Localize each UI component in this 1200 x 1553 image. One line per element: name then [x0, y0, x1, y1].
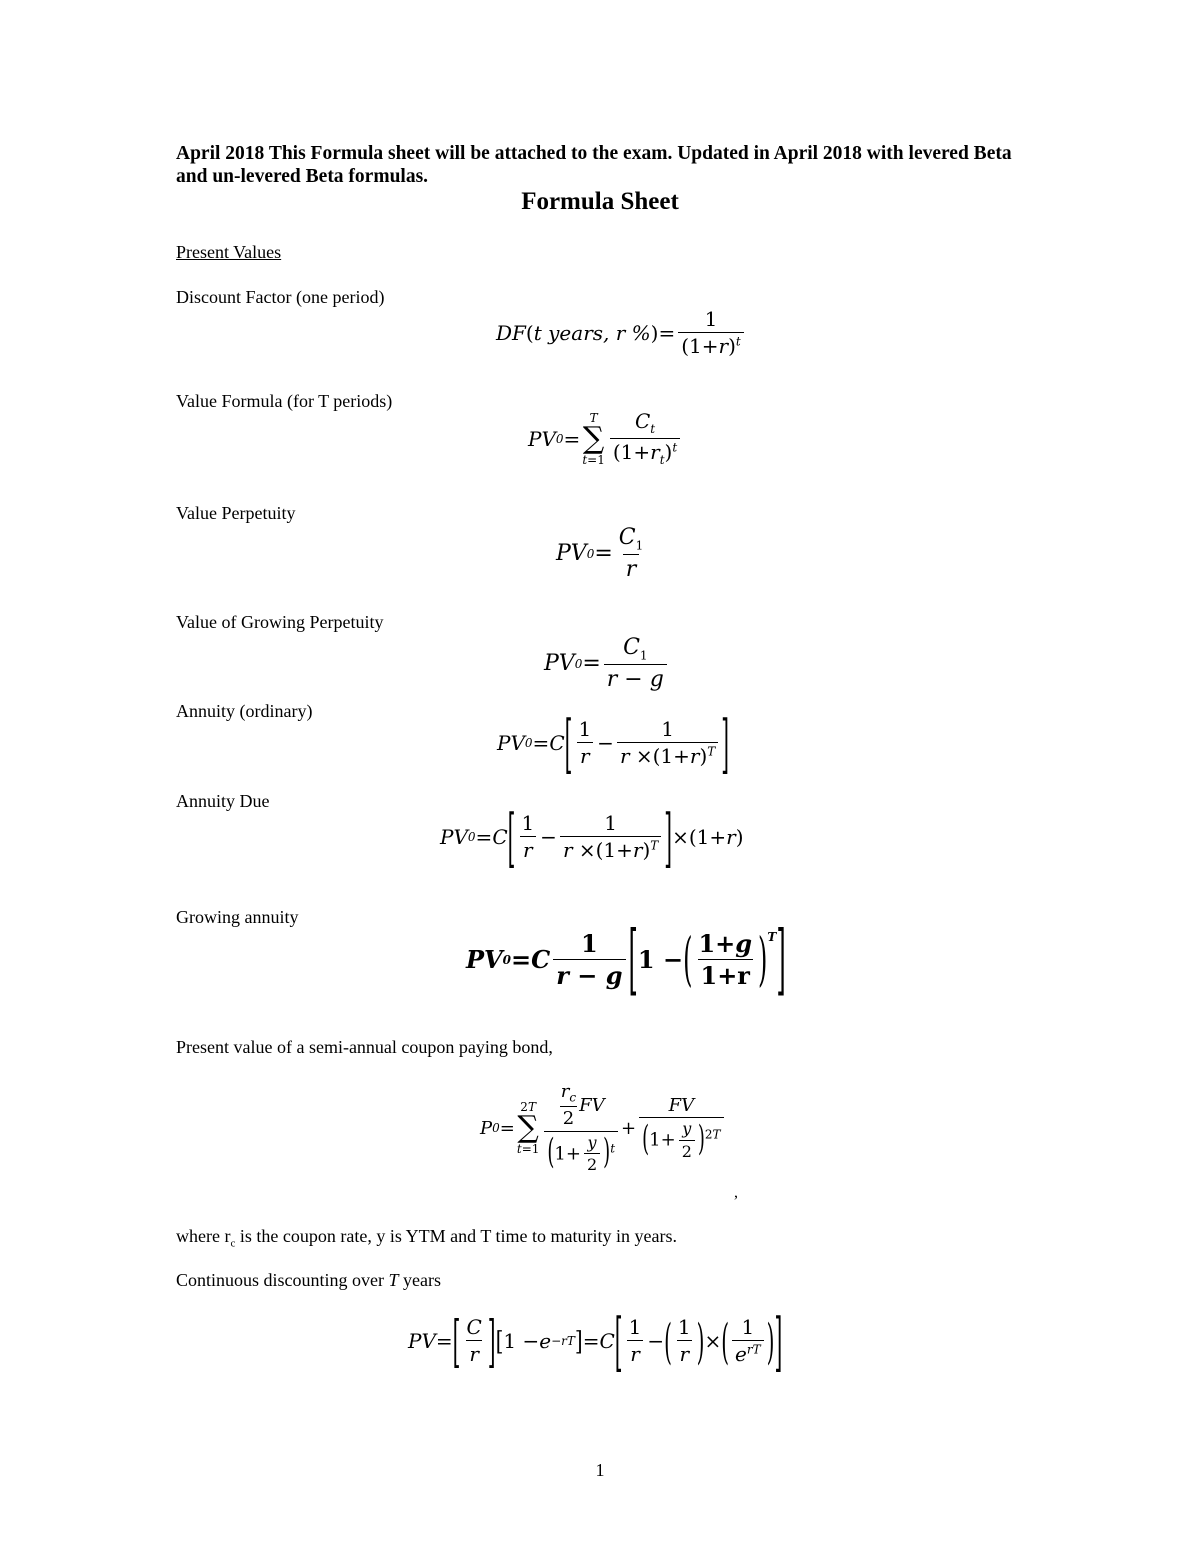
label-perpetuity: Value Perpetuity [176, 503, 296, 523]
header-line-1: April 2018 This Formula sheet will be attached to the exam. Updated in April 2018 with levered Beta [176, 143, 1012, 164]
label-growing-perpetuity: Value of Growing Perpetuity [176, 612, 384, 632]
continuous-text: Continuous discounting over [176, 1270, 389, 1290]
label-annuity-ordinary: Annuity (ordinary) [176, 701, 313, 721]
exam-note-header [176, 142, 1046, 188]
formula-annuity-ordinary: PV 0 = C [ $\frac{1}{r}$ − $\frac{1}{r \times(1+r)^T}$ ] [497, 704, 730, 782]
formula-value-t-periods: PV 0 = T ∑ t=1 $\frac{C_t}{(1+r_t)^t}$ [528, 410, 683, 468]
where-subscript: c [230, 1237, 236, 1250]
formula-semiannual-bond: P 0 = 2T ∑ t=1 $\frac{r_c}{2}$ FV (1+ $\frac{y}{2}$ )$^t$ + FV (1+ $\frac{y}{2}$ )$^{2T}$ [480, 1082, 727, 1175]
where-text: where r [176, 1226, 231, 1246]
label-annuity-due: Annuity Due [176, 791, 270, 811]
page-number: 1 [595, 1460, 605, 1480]
section-heading-present-values: Present Values [176, 242, 282, 262]
formula-growing-perpetuity: PV 0 = $\frac{C_1}{r - g}$ [544, 635, 670, 692]
continuous-T: T [388, 1270, 399, 1290]
formula-continuous-discounting: PV = [ $\frac{C}{r}$ ] [ 1 − e −rT ] = C [ $\frac{1}{r}$ − ( $\frac{1}{r}$ ) × ( $\frac{1}{e^{rT}}$ ) ] [408, 1302, 783, 1380]
label-value-formula: Value Formula (for T periods) [176, 391, 393, 411]
label-growing-annuity: Growing annuity [176, 907, 299, 927]
where-rest-text: is the coupon rate, y is YTM and T time to maturity in years. [235, 1226, 677, 1246]
bond-variable-definitions [176, 1225, 677, 1255]
header-line-2: and un-levered Beta formulas. [176, 166, 429, 187]
bond-formula-comma: , [734, 1184, 738, 1201]
page-title: Formula Sheet [521, 188, 679, 215]
label-discount-factor: Discount Factor (one period) [176, 287, 385, 307]
formula-growing-annuity: PV 0 = C $\frac{1}{r - g}$ [ 1 − ( $\frac{1+g}{1+r}$ ) $^T$ ] [466, 914, 786, 1005]
label-continuous-discounting [176, 1269, 441, 1291]
label-semiannual-bond: Present value of a semi-annual coupon paying bond, [176, 1037, 553, 1057]
formula-perpetuity: PV 0 = $\frac{C_1}{r}$ [556, 525, 644, 583]
continuous-rest-text: years [398, 1270, 441, 1290]
formula-annuity-due: PV 0 = C [ $\frac{1}{r}$ − $\frac{1}{r \times(1+r)^T}$ ] ×(1+ r ) [440, 798, 744, 876]
formula-discount-factor: DF ( t years, r % )= $\frac{1}{(1+r)^t}$ [496, 308, 747, 358]
